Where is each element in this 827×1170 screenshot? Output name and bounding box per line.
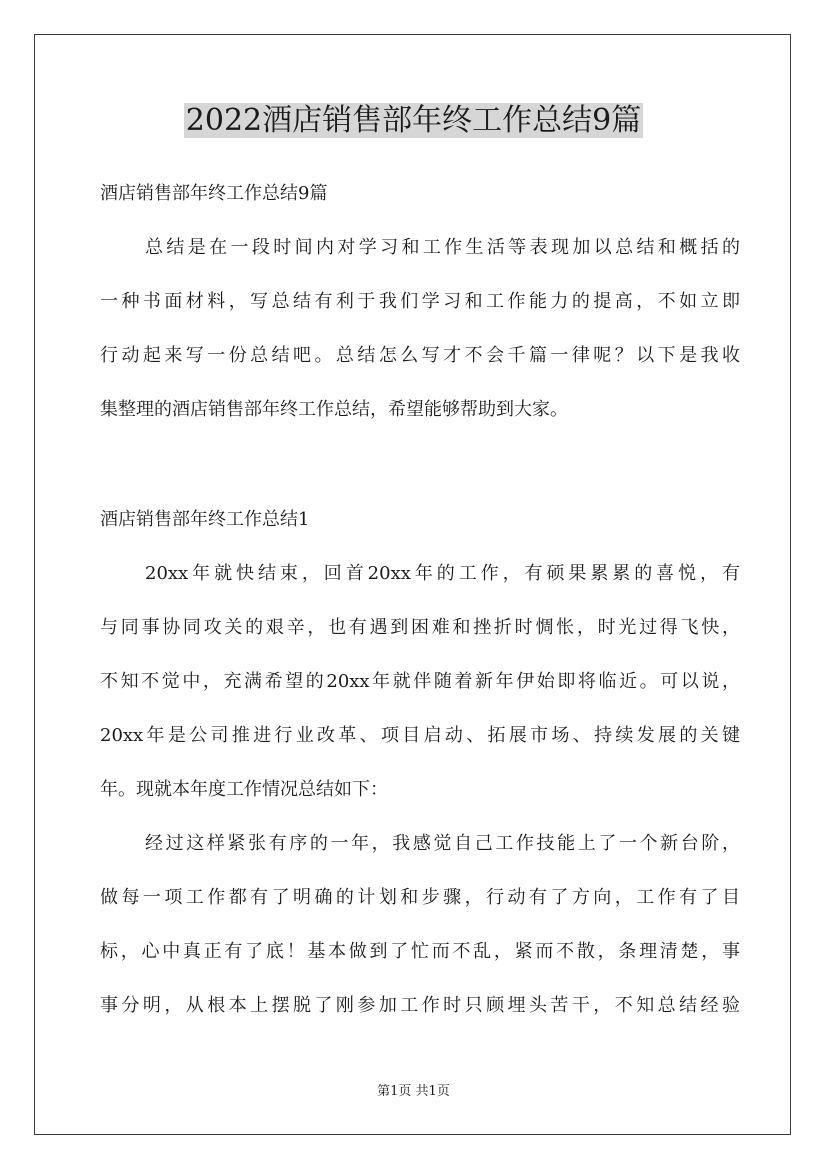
document-title <box>0 100 827 142</box>
page-number-footer: 第1页 共1页 <box>377 1084 450 1099</box>
paragraph-line: 不知不觉中，充满希望的20xx年就伴随着新年伊始即将临近。可以说， <box>100 671 740 692</box>
section-heading: 酒店销售部年终工作总结1 <box>100 509 310 530</box>
intro-line: 一种书面材料，写总结有利于我们学习和工作能力的提高，不如立即 <box>100 291 740 312</box>
paragraph-line: 经过这样紧张有序的一年，我感觉自己工作技能上了一个新台阶， <box>145 833 740 854</box>
paragraph-line: 20xx年就快结束，回首20xx年的工作，有硕果累累的喜悦，有 <box>145 563 740 584</box>
paragraph-line: 与同事协同攻关的艰辛，也有遇到困难和挫折时惆怅，时光过得飞快， <box>100 617 740 638</box>
intro-line: 集整理的酒店销售部年终工作总结，希望能够帮助到大家。 <box>100 399 568 420</box>
paragraph-line: 20xx年是公司推进行业改革、项目启动、拓展市场、持续发展的关键 <box>100 725 740 746</box>
document-subtitle: 酒店销售部年终工作总结9篇 <box>100 183 328 204</box>
intro-line: 总结是在一段时间内对学习和工作生活等表现加以总结和概括的 <box>145 237 740 258</box>
paragraph-line: 做每一项工作都有了明确的计划和步骤，行动有了方向，工作有了目 <box>100 887 740 908</box>
paragraph-line: 标，心中真正有了底！基本做到了忙而不乱，紧而不散，条理清楚，事 <box>100 941 740 962</box>
document-title-text: 2022酒店销售部年终工作总结9篇 <box>185 103 642 138</box>
paragraph-line: 年。现就本年度工作情况总结如下： <box>100 779 388 800</box>
paragraph-line: 事分明，从根本上摆脱了刚参加工作时只顾埋头苦干，不知总结经验 <box>100 995 740 1016</box>
intro-line: 行动起来写一份总结吧。总结怎么写才不会千篇一律呢？以下是我收 <box>100 345 740 366</box>
